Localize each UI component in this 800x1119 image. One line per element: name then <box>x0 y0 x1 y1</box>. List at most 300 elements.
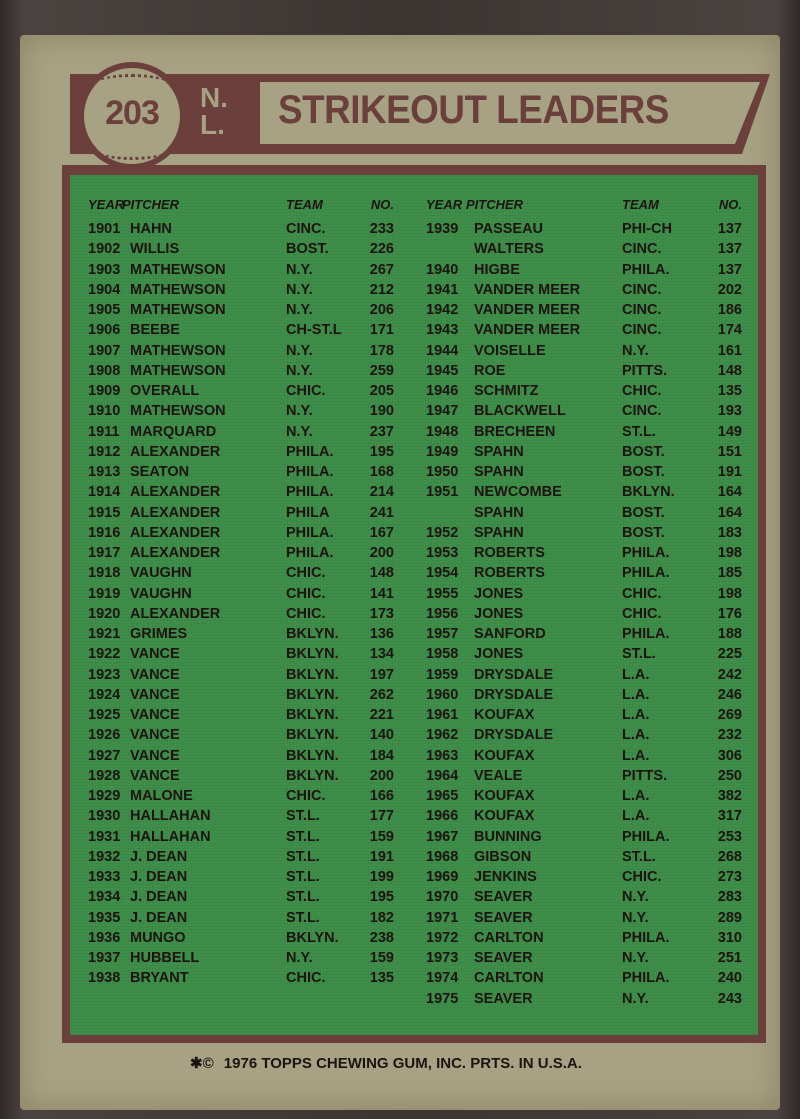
cell-no: 141 <box>369 585 394 602</box>
table-row <box>88 685 394 705</box>
table-row <box>426 543 742 563</box>
cell-team: CHIC. <box>286 970 326 987</box>
cell-year: 1932 <box>88 848 121 865</box>
cell-pitcher: DRYSDALE <box>474 666 554 683</box>
cell-no: 267 <box>369 261 394 278</box>
table-row <box>88 928 394 948</box>
cell-team: N.Y. <box>622 950 649 966</box>
cell-pitcher: MATHEWSON <box>130 261 226 278</box>
cell-team: L.A. <box>622 686 650 703</box>
cell-pitcher: DRYSDALE <box>474 727 554 744</box>
cell-no: 167 <box>369 524 394 541</box>
cell-no: 188 <box>717 626 742 642</box>
cell-team: BKLYN. <box>286 686 339 703</box>
cell-team: PITTS. <box>622 362 668 379</box>
cell-no: 242 <box>717 666 742 683</box>
cell-year: 1967 <box>426 828 459 845</box>
table-row <box>426 341 742 361</box>
table-row <box>88 563 394 583</box>
cell-team: N.Y. <box>622 342 649 359</box>
cell-pitcher: KOUFAX <box>474 747 535 764</box>
table-row <box>426 827 742 847</box>
cell-team: BKLYN. <box>286 767 339 784</box>
cell-no: 382 <box>717 788 742 804</box>
table-row <box>426 503 742 523</box>
table-row <box>426 746 742 766</box>
cell-year: 1939 <box>426 221 459 237</box>
cell-year: 1953 <box>426 545 459 561</box>
table-row <box>426 300 742 320</box>
cell-no: 214 <box>369 484 394 501</box>
cell-year: 1931 <box>88 828 121 845</box>
cell-no: 137 <box>717 261 742 278</box>
cell-year: 1916 <box>88 524 121 541</box>
cell-no: 226 <box>369 241 394 258</box>
cell-pitcher: VAUGHN <box>130 585 192 602</box>
cell-year: 1921 <box>88 626 121 642</box>
cell-team: CHIC. <box>286 605 326 622</box>
copyright-footer <box>190 1054 670 1072</box>
header-team: TEAM <box>286 197 323 212</box>
card-header <box>40 62 770 168</box>
table-row <box>88 523 394 543</box>
table-row <box>88 827 394 847</box>
cell-team: ST.L. <box>286 869 320 885</box>
cell-pitcher: MALONE <box>130 788 193 804</box>
table-row <box>88 908 394 928</box>
table-row <box>88 604 394 624</box>
cell-year: 1923 <box>88 666 121 683</box>
table-row <box>88 239 394 259</box>
cell-pitcher: SPAHN <box>474 443 524 460</box>
cell-team: L.A. <box>622 788 650 804</box>
cell-no: 151 <box>717 443 742 460</box>
cell-team: ST.L. <box>286 828 320 845</box>
cell-pitcher: JONES <box>474 605 524 622</box>
cell-no: 221 <box>369 707 394 723</box>
cell-no: 238 <box>369 929 394 946</box>
cell-team: PHILA. <box>286 464 334 480</box>
table-row <box>88 705 394 725</box>
cell-year: 1942 <box>426 302 459 318</box>
cell-no: 200 <box>369 545 394 561</box>
cell-team: BOST. <box>286 241 329 258</box>
cell-pitcher: VAUGHN <box>130 565 192 582</box>
cell-year: 1943 <box>426 322 459 339</box>
table-row <box>88 584 394 604</box>
table-row <box>88 746 394 766</box>
cell-year: 1905 <box>88 302 121 318</box>
cell-pitcher: SCHMITZ <box>474 383 539 399</box>
table-row <box>88 361 394 381</box>
cell-pitcher: PASSEAU <box>474 221 544 237</box>
cell-no: 197 <box>369 666 394 683</box>
cell-no: 250 <box>717 767 742 784</box>
cell-pitcher: KOUFAX <box>474 788 535 804</box>
cell-pitcher: MATHEWSON <box>130 403 226 420</box>
league-label <box>200 84 250 138</box>
cell-team: CHIC. <box>286 585 326 602</box>
cell-team: CHIC. <box>622 383 662 399</box>
cell-year: 1924 <box>88 686 121 703</box>
cell-pitcher: BRECHEEN <box>474 423 556 440</box>
cell-team: BKLYN. <box>286 707 339 723</box>
cell-pitcher: VANCE <box>130 666 180 683</box>
cell-year: 1952 <box>426 524 459 541</box>
table-row <box>88 624 394 644</box>
table-row <box>88 260 394 280</box>
table-row <box>426 401 742 421</box>
cell-team: N.Y. <box>286 342 313 359</box>
cell-no: 212 <box>369 281 394 298</box>
cell-team: CINC. <box>622 241 662 258</box>
cell-no: 148 <box>369 565 394 582</box>
cell-team: PHILA. <box>286 484 334 501</box>
cell-year: 1926 <box>88 727 121 744</box>
cell-no: 205 <box>369 383 394 399</box>
cell-pitcher: MARQUARD <box>130 423 217 440</box>
table-row <box>426 523 742 543</box>
cell-year: 1918 <box>88 565 121 582</box>
cell-year: 1949 <box>426 443 459 460</box>
cell-pitcher: CARLTON <box>474 970 544 987</box>
cell-year: 1966 <box>426 808 459 825</box>
cell-no: 190 <box>369 403 394 420</box>
table-row <box>426 320 742 340</box>
cell-year: 1955 <box>426 585 459 602</box>
cell-year: 1938 <box>88 970 121 987</box>
cell-year: 1971 <box>426 909 459 926</box>
cell-pitcher: SPAHN <box>474 464 524 480</box>
cell-pitcher: NEWCOMBE <box>474 484 562 501</box>
cell-no: 135 <box>369 970 394 987</box>
cell-team: N.Y. <box>286 950 313 966</box>
table-row <box>426 948 742 968</box>
cell-pitcher: SPAHN <box>474 524 524 541</box>
cell-team: N.Y. <box>286 403 313 420</box>
cell-team: PHILA. <box>622 545 670 561</box>
header-pitcher: PITCHER <box>122 197 180 212</box>
table-row <box>426 908 742 928</box>
cell-team: ST.L. <box>286 889 320 906</box>
cell-no: 164 <box>717 504 742 521</box>
cell-pitcher: MATHEWSON <box>130 302 226 318</box>
cell-pitcher: MUNGO <box>130 929 186 946</box>
cell-team: PITTS. <box>622 767 668 784</box>
cell-year: 1961 <box>426 707 459 723</box>
cell-pitcher: VANCE <box>130 747 180 764</box>
cell-team: ST.L. <box>286 909 320 926</box>
cell-no: 202 <box>717 281 742 298</box>
cell-team: N.Y. <box>286 281 313 298</box>
table-row <box>426 685 742 705</box>
cell-team: BKLYN. <box>286 646 339 663</box>
table-row <box>426 563 742 583</box>
table-row <box>426 968 742 988</box>
table-row <box>88 422 394 442</box>
cell-no: 240 <box>717 970 742 987</box>
table-row <box>426 847 742 867</box>
table-row <box>426 725 742 745</box>
cell-year: 1946 <box>426 383 459 399</box>
table-row <box>426 644 742 664</box>
table-row <box>426 422 742 442</box>
cell-no: 182 <box>369 909 394 926</box>
cell-pitcher: ALEXANDER <box>130 504 221 521</box>
cell-team: BOST. <box>622 443 665 460</box>
left-column <box>88 197 394 989</box>
cell-year: 1914 <box>88 484 121 501</box>
cell-pitcher: ALEXANDER <box>130 605 221 622</box>
table-row <box>88 644 394 664</box>
cell-team: BKLYN. <box>622 484 675 501</box>
cell-no: 186 <box>717 302 742 318</box>
table-row <box>426 280 742 300</box>
cell-year: 1936 <box>88 929 121 946</box>
cell-pitcher: J. DEAN <box>130 869 188 885</box>
cell-no: 148 <box>717 362 742 379</box>
cell-team: CHIC. <box>622 605 662 622</box>
cell-team: CHIC. <box>286 383 326 399</box>
cell-pitcher: HALLAHAN <box>130 828 211 845</box>
cell-no: 195 <box>369 889 394 906</box>
cell-team: ST.L. <box>286 848 320 865</box>
cell-year: 1968 <box>426 848 459 865</box>
cell-year: 1927 <box>88 747 121 764</box>
right-rows <box>426 219 742 1009</box>
cell-pitcher: SEAVER <box>474 990 533 1007</box>
cell-no: 184 <box>369 747 394 764</box>
cell-year: 1922 <box>88 646 121 663</box>
cell-no: 206 <box>369 302 394 318</box>
cell-no: 134 <box>369 646 394 663</box>
cell-team: CHIC. <box>286 565 326 582</box>
header-no: NO. <box>370 197 394 212</box>
cell-pitcher: VANDER MEER <box>474 322 581 339</box>
cell-no: 174 <box>717 322 742 339</box>
cell-pitcher: HIGBE <box>474 261 520 278</box>
cell-no: 283 <box>717 889 742 906</box>
cell-no: 269 <box>717 707 742 723</box>
cell-team: L.A. <box>622 808 650 825</box>
cell-year: 1974 <box>426 970 459 987</box>
cell-year: 1960 <box>426 686 459 703</box>
cell-year: 1901 <box>88 221 121 237</box>
cell-no: 198 <box>717 585 742 602</box>
cell-year: 1928 <box>88 767 121 784</box>
cell-team: N.Y. <box>622 889 649 906</box>
cell-no: 176 <box>717 605 742 622</box>
cell-no: 243 <box>717 990 742 1007</box>
cell-pitcher: CARLTON <box>474 929 544 946</box>
cell-team: L.A. <box>622 747 650 764</box>
cell-team: BKLYN. <box>286 666 339 683</box>
cell-year: 1920 <box>88 605 121 622</box>
cell-year: 1903 <box>88 261 121 278</box>
cell-no: 149 <box>717 423 742 440</box>
table-row <box>88 462 394 482</box>
cell-year: 1935 <box>88 909 121 926</box>
table-row <box>426 665 742 685</box>
table-row <box>88 482 394 502</box>
cell-no: 164 <box>717 484 742 501</box>
cell-year: 1907 <box>88 342 121 359</box>
cell-no: 268 <box>717 848 742 865</box>
table-row <box>426 806 742 826</box>
cell-pitcher: VANCE <box>130 686 180 703</box>
cell-team: L.A. <box>622 707 650 723</box>
cell-no: 241 <box>369 504 394 521</box>
cell-team: ST.L. <box>286 808 320 825</box>
table-row <box>426 786 742 806</box>
cell-team: PHILA. <box>622 565 670 582</box>
cell-pitcher: ROBERTS <box>474 565 545 582</box>
cell-team: CINC. <box>622 322 662 339</box>
cell-pitcher: SEAVER <box>474 889 533 906</box>
cell-no: 178 <box>369 342 394 359</box>
cell-year: 1925 <box>88 707 121 723</box>
card-title: STRIKEOUT LEADERS <box>278 88 669 132</box>
copyright-text: 1976 TOPPS CHEWING GUM, INC. PRTS. IN U.S.A. <box>223 1055 582 1072</box>
table-row <box>88 442 394 462</box>
table-row <box>88 381 394 401</box>
table-row <box>426 867 742 887</box>
cell-team: CINC. <box>622 403 662 420</box>
cell-year: 1951 <box>426 484 459 501</box>
cell-no: 273 <box>717 869 742 885</box>
cell-pitcher: VEALE <box>474 767 523 784</box>
league-line-1: N. <box>200 82 228 113</box>
cell-no: 259 <box>369 362 394 379</box>
cell-pitcher: WILLIS <box>130 241 180 258</box>
cell-pitcher: VANDER MEER <box>474 281 581 298</box>
table-row <box>426 604 742 624</box>
cell-no: 140 <box>369 727 394 744</box>
header-pitcher: PITCHER <box>466 197 524 212</box>
cell-no: 137 <box>717 221 742 237</box>
cell-pitcher: BUNNING <box>474 828 542 845</box>
cell-team: BKLYN. <box>286 626 339 642</box>
cell-no: 310 <box>717 929 742 946</box>
table-row <box>426 887 742 907</box>
cell-year: 1915 <box>88 504 121 521</box>
cell-no: 251 <box>717 950 742 966</box>
cell-pitcher: MATHEWSON <box>130 362 226 379</box>
table-row <box>426 928 742 948</box>
cell-team: N.Y. <box>622 909 649 926</box>
cell-year: 1904 <box>88 281 121 298</box>
cell-year: 1969 <box>426 869 459 885</box>
cell-pitcher: ALEXANDER <box>130 443 221 460</box>
cell-team: L.A. <box>622 727 650 744</box>
cell-team: CINC. <box>622 302 662 318</box>
table-row <box>426 482 742 502</box>
cell-year: 1911 <box>88 423 120 440</box>
baseball-icon <box>78 62 186 170</box>
cell-pitcher: BRYANT <box>130 970 189 987</box>
table-row <box>88 968 394 988</box>
cell-no: 237 <box>369 423 394 440</box>
cell-pitcher: JONES <box>474 646 524 663</box>
table-row <box>88 543 394 563</box>
cell-pitcher: J. DEAN <box>130 909 188 926</box>
right-column-header <box>426 197 742 215</box>
cell-year: 1929 <box>88 788 121 804</box>
table-row <box>88 948 394 968</box>
table-row <box>426 239 742 259</box>
cell-pitcher: VANDER MEER <box>474 302 581 318</box>
cell-pitcher: BEEBE <box>130 322 180 339</box>
cell-year: 1950 <box>426 464 459 480</box>
cell-year: 1909 <box>88 383 121 399</box>
cell-no: 306 <box>717 747 742 764</box>
cell-team: CH-ST.L <box>286 322 342 339</box>
right-column <box>426 197 742 1009</box>
cell-pitcher: GRIMES <box>130 626 188 642</box>
cell-team: L.A. <box>622 666 650 683</box>
cell-team: BKLYN. <box>286 727 339 744</box>
cell-no: 173 <box>369 605 394 622</box>
cell-year: 1970 <box>426 889 459 906</box>
header-no: NO. <box>718 197 742 212</box>
cell-year: 1962 <box>426 727 459 744</box>
cell-team: N.Y. <box>286 302 313 318</box>
cell-team: BOST. <box>622 464 665 480</box>
cell-pitcher: VANCE <box>130 646 180 663</box>
cell-pitcher: BLACKWELL <box>474 403 566 420</box>
cell-no: 233 <box>369 221 394 237</box>
cell-pitcher: ALEXANDER <box>130 484 221 501</box>
cell-no: 232 <box>717 727 742 744</box>
cell-no: 136 <box>369 626 394 642</box>
cell-pitcher: VOISELLE <box>474 342 546 359</box>
cell-no: 198 <box>717 545 742 561</box>
cell-year: 1940 <box>426 261 459 278</box>
stats-panel <box>70 175 758 1035</box>
cell-team: PHILA. <box>286 524 334 541</box>
cell-no: 159 <box>369 828 394 845</box>
cell-pitcher: VANCE <box>130 767 180 784</box>
cell-no: 137 <box>717 241 742 258</box>
cell-no: 191 <box>717 464 742 480</box>
cell-pitcher: KOUFAX <box>474 707 535 723</box>
cell-year: 1913 <box>88 464 121 480</box>
cell-year: 1930 <box>88 808 121 825</box>
cell-pitcher: SANFORD <box>474 626 546 642</box>
cell-team: PHI-CH <box>622 221 672 237</box>
table-row <box>88 786 394 806</box>
table-row <box>88 725 394 745</box>
cell-no: 199 <box>369 869 394 885</box>
cell-team: BOST. <box>622 504 665 521</box>
cell-no: 317 <box>717 808 742 825</box>
cell-no: 161 <box>717 342 742 359</box>
cell-no: 166 <box>369 788 394 804</box>
table-row <box>426 705 742 725</box>
cell-pitcher: SEATON <box>130 464 190 480</box>
cell-team: PHILA. <box>622 828 670 845</box>
cell-team: PHILA. <box>622 261 670 278</box>
cell-year: 1908 <box>88 362 121 379</box>
cell-year: 1919 <box>88 585 121 602</box>
cell-no: 200 <box>369 767 394 784</box>
card-number: 203 <box>105 94 159 132</box>
left-rows <box>88 219 394 989</box>
cell-year: 1964 <box>426 767 459 784</box>
table-row <box>426 361 742 381</box>
cell-team: PHILA. <box>622 929 670 946</box>
cell-year: 1912 <box>88 443 121 460</box>
